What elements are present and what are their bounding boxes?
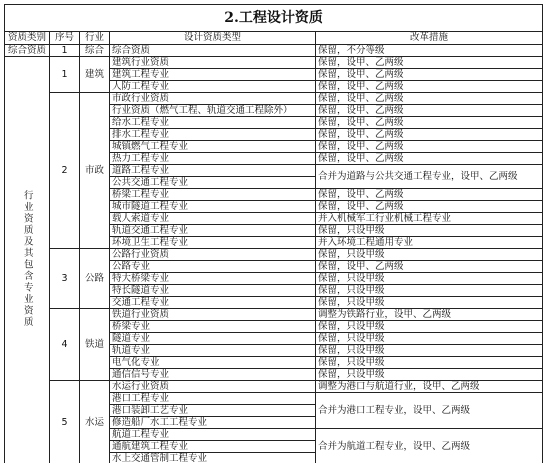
qualification-type: 排水工程专业 bbox=[110, 129, 316, 141]
qualification-type: 港口装卸工艺专业 bbox=[110, 405, 316, 417]
qualification-type: 水运行业资质 bbox=[110, 381, 316, 393]
qualification-type: 公路行业资质 bbox=[110, 249, 316, 261]
group-industry: 建筑 bbox=[80, 57, 110, 93]
group-industry: 公路 bbox=[80, 249, 110, 309]
header-industry: 行业 bbox=[80, 32, 110, 45]
qualification-type: 热力工程专业 bbox=[110, 153, 316, 165]
reform-measure: 并入机械军工行业机械工程专业 bbox=[316, 213, 543, 225]
reform-measure: 保留，设甲、乙两级 bbox=[316, 93, 543, 105]
reform-measure: 保留，设甲、乙两级 bbox=[316, 141, 543, 153]
qualification-type: 城市隧道工程专业 bbox=[110, 201, 316, 213]
reform-measure: 保留，只设甲级 bbox=[316, 321, 543, 333]
reform-measure: 保留，设甲、乙两级 bbox=[316, 81, 543, 93]
comprehensive-industry: 综合 bbox=[80, 45, 110, 57]
group-industry: 铁道 bbox=[80, 309, 110, 381]
reform-measure: 保留，只设甲级 bbox=[316, 225, 543, 237]
group-seq: 3 bbox=[50, 249, 80, 309]
comprehensive-seq: 1 bbox=[50, 45, 80, 57]
qualification-type: 桥梁专业 bbox=[110, 321, 316, 333]
reform-measure: 保留，只设甲级 bbox=[316, 297, 543, 309]
group-seq: 5 bbox=[50, 381, 80, 463]
table-row bbox=[5, 93, 543, 105]
qualification-type: 电气化专业 bbox=[110, 357, 316, 369]
group-seq: 4 bbox=[50, 309, 80, 381]
header-reform: 改革措施 bbox=[316, 32, 543, 45]
reform-measure: 保留，只设甲级 bbox=[316, 369, 543, 381]
qualification-type: 轨道专业 bbox=[110, 345, 316, 357]
reform-measure: 合并为港口工程专业，设甲、乙两级 bbox=[316, 393, 543, 429]
qualification-type: 交通工程专业 bbox=[110, 297, 316, 309]
group-seq: 2 bbox=[50, 93, 80, 249]
reform-measure: 调整为港口与航道行业，设甲、乙两级 bbox=[316, 381, 543, 393]
qualification-type: 铁道行业资质 bbox=[110, 309, 316, 321]
qualification-type: 行业资质（燃气工程、轨道交通工程除外） bbox=[110, 105, 316, 117]
qualification-type: 建筑工程专业 bbox=[110, 69, 316, 81]
header-type: 设计资质类型 bbox=[110, 32, 316, 45]
qualification-type: 特长隧道专业 bbox=[110, 285, 316, 297]
qualification-type: 给水工程专业 bbox=[110, 117, 316, 129]
qualification-type: 道路工程专业 bbox=[110, 165, 316, 177]
table-row bbox=[5, 381, 543, 393]
qualification-type: 修造船厂水工工程专业 bbox=[110, 417, 316, 429]
reform-measure: 保留，设甲、乙两级 bbox=[316, 69, 543, 81]
reform-measure: 保留，设甲、乙两级 bbox=[316, 201, 543, 213]
qualification-type: 建筑行业资质 bbox=[110, 57, 316, 69]
qualification-type: 隧道专业 bbox=[110, 333, 316, 345]
qualification-type: 轨道交通工程专业 bbox=[110, 225, 316, 237]
qualification-type: 环境卫生工程专业 bbox=[110, 237, 316, 249]
reform-measure: 保留，设甲、乙两级 bbox=[316, 57, 543, 69]
qualification-type: 水上交通管制工程专业 bbox=[110, 453, 316, 463]
group-industry: 市政 bbox=[80, 93, 110, 249]
reform-measure: 保留，设甲、乙两级 bbox=[316, 189, 543, 201]
comprehensive-row bbox=[5, 45, 543, 57]
qualification-type: 航道工程专业 bbox=[110, 429, 316, 441]
qualification-type: 市政行业资质 bbox=[110, 93, 316, 105]
reform-measure: 保留，设甲、乙两级 bbox=[316, 129, 543, 141]
qualification-type: 特大桥梁专业 bbox=[110, 273, 316, 285]
qualification-type: 公路专业 bbox=[110, 261, 316, 273]
qualification-type: 通航建筑工程专业 bbox=[110, 441, 316, 453]
reform-measure: 保留，设甲、乙两级 bbox=[316, 261, 543, 273]
qualification-type: 桥梁工程专业 bbox=[110, 189, 316, 201]
reform-measure: 保留，只设甲级 bbox=[316, 273, 543, 285]
comprehensive-type: 综合资质 bbox=[110, 45, 316, 57]
qualification-table bbox=[4, 4, 543, 463]
reform-measure: 保留，设甲、乙两级 bbox=[316, 153, 543, 165]
reform-measure: 保留，只设甲级 bbox=[316, 333, 543, 345]
table-row bbox=[5, 249, 543, 261]
header-row bbox=[5, 32, 543, 45]
qualification-type: 港口工程专业 bbox=[110, 393, 316, 405]
header-category: 资质类别 bbox=[5, 32, 50, 45]
reform-measure: 保留，设甲、乙两级 bbox=[316, 117, 543, 129]
reform-measure: 保留，只设甲级 bbox=[316, 249, 543, 261]
reform-measure: 合并为道路与公共交通工程专业，设甲、乙两级 bbox=[316, 165, 543, 189]
group-industry: 水运 bbox=[80, 381, 110, 463]
reform-measure: 保留，设甲、乙两级 bbox=[316, 105, 543, 117]
reform-measure: 保留，只设甲级 bbox=[316, 345, 543, 357]
qualification-type: 公共交通工程专业 bbox=[110, 177, 316, 189]
qualification-type: 载人索道专业 bbox=[110, 213, 316, 225]
reform-measure: 并入环境工程通用专业 bbox=[316, 237, 543, 249]
comprehensive-category: 综合资质 bbox=[5, 45, 50, 57]
reform-measure: 保留，只设甲级 bbox=[316, 357, 543, 369]
group-seq: 1 bbox=[50, 57, 80, 93]
industry-category-cell bbox=[5, 57, 50, 463]
comprehensive-reform: 保留，不分等级 bbox=[316, 45, 543, 57]
qualification-type: 城镇燃气工程专业 bbox=[110, 141, 316, 153]
reform-measure: 调整为铁路行业，设甲、乙两级 bbox=[316, 309, 543, 321]
reform-measure: 合并为航道工程专业，设甲、乙两级 bbox=[316, 429, 543, 463]
reform-measure: 保留，只设甲级 bbox=[316, 285, 543, 297]
table-row bbox=[5, 57, 543, 69]
table-row bbox=[5, 309, 543, 321]
header-seq: 序号 bbox=[50, 32, 80, 45]
table-title: 2.工程设计资质 bbox=[5, 5, 543, 32]
qualification-type: 人防工程专业 bbox=[110, 81, 316, 93]
qualification-type: 通信信号专业 bbox=[110, 369, 316, 381]
industry-category-label: 行业资质及其包含专业资质 bbox=[21, 190, 33, 329]
